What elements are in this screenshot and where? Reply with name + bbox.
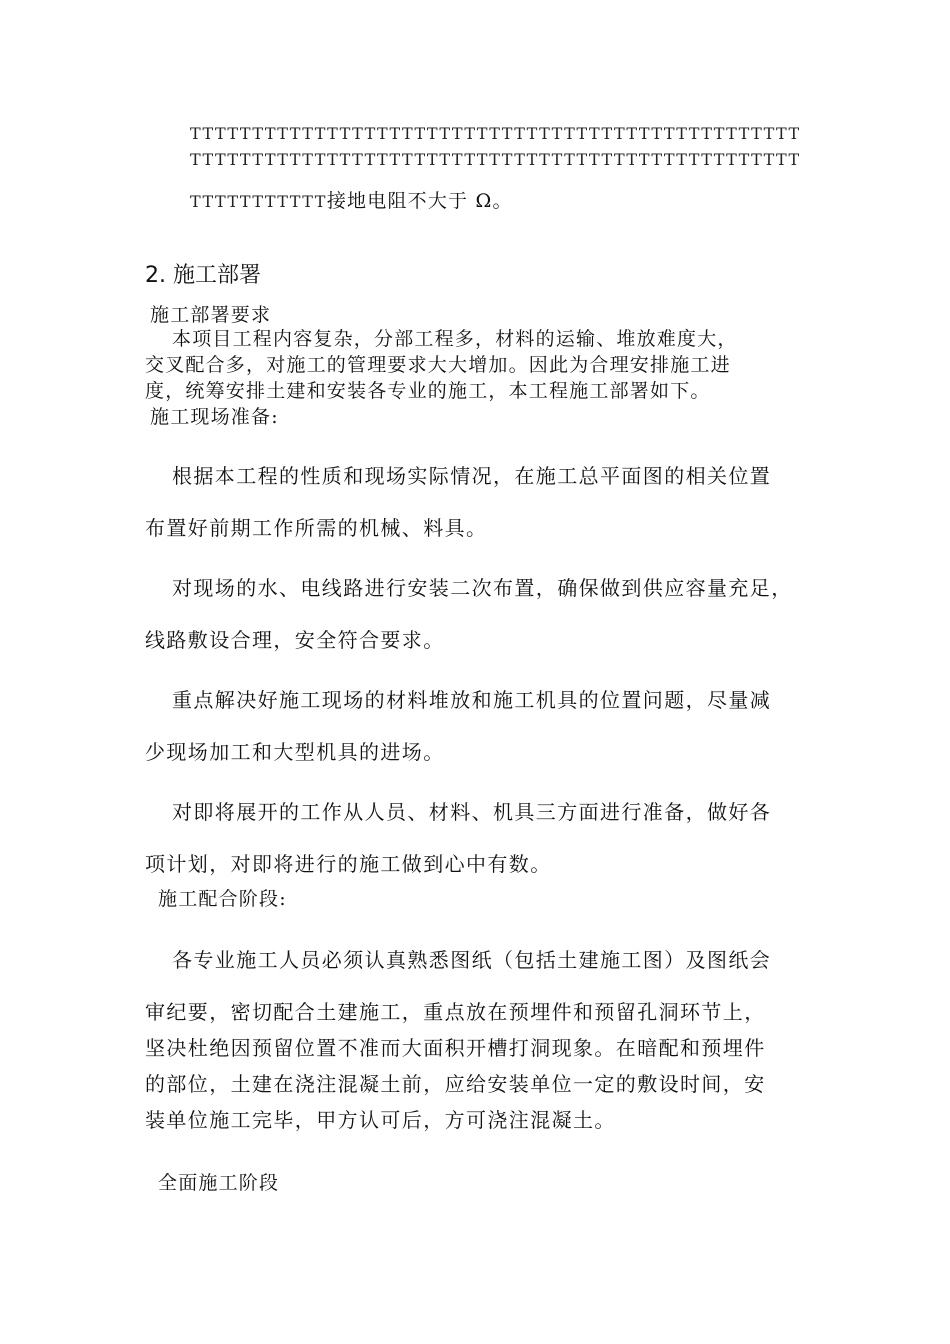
paragraph-line: 根据本工程的性质和现场实际情况，在施工总平面图的相关位置 <box>172 464 772 488</box>
paragraph-line: 本项目工程内容复杂，分部工程多，材料的运输、堆放难度大， <box>172 328 738 350</box>
paragraph-line: 交叉配合多，对施工的管理要求大大增加。因此为合理安排施工进 <box>145 354 731 376</box>
paragraph-line: 对即将展开的工作从人员、材料、机具三方面进行准备，做好各 <box>172 800 772 824</box>
paragraph-line: 度，统筹安排土建和安装各专业的施工，本工程施工部署如下。 <box>145 380 711 402</box>
paragraph-line: 审纪要，密切配合土建施工，重点放在预埋件和预留孔洞环节上， <box>145 1000 766 1024</box>
placeholder-marks-line: TTTTTTTTTTTTTTTTTTTTTTTTTTTTTTTTTTTTTTTTTTTTTTTTT <box>190 150 801 169</box>
paragraph-line: 装单位施工完毕，甲方认可后，方可浇注混凝土。 <box>145 1108 616 1132</box>
placeholder-marks-line: TTTTTTTTTTTTTTTTTTTTTTTTTTTTTTTTTTTTTTTTTTTTTTTTT <box>190 124 801 143</box>
paragraph-line: 项计划，对即将进行的施工做到心中有数。 <box>145 852 552 876</box>
paragraph-line: 对现场的水、电线路进行安装二次布置，确保做到供应容量充足， <box>172 576 793 600</box>
subheading: 施工现场准备: <box>150 406 279 428</box>
grounding-line <box>190 186 513 213</box>
placeholder-marks: TTTTTTTTTTT <box>190 192 327 211</box>
paragraph-line: 线路敷设合理，安全符合要求。 <box>145 628 445 652</box>
paragraph-line: 重点解决好施工现场的材料堆放和施工机具的位置问题，尽量减 <box>172 688 772 712</box>
paragraph-line: 坚决杜绝因预留位置不准而大面积开槽打洞现象。在暗配和预埋件 <box>145 1036 766 1060</box>
paragraph-line: 各专业施工人员必须认真熟悉图纸（包括土建施工图）及图纸会 <box>172 948 772 972</box>
subheading: 施工部署要求 <box>150 304 272 326</box>
paragraph-line: 的部位，土建在浇注混凝土前，应给安装单位一定的敷设时间，安 <box>145 1072 766 1096</box>
paragraph-line: 少现场加工和大型机具的进场。 <box>145 740 445 764</box>
paragraph-line: 布置好前期工作所需的机械、料具。 <box>145 516 488 540</box>
grounding-text: 接地电阻不大于 Ω。 <box>326 190 513 212</box>
subheading: 全面施工阶段 <box>158 1172 280 1194</box>
section-heading: 2. 施工部署 <box>145 263 261 288</box>
subheading: 施工配合阶段: <box>158 888 287 910</box>
